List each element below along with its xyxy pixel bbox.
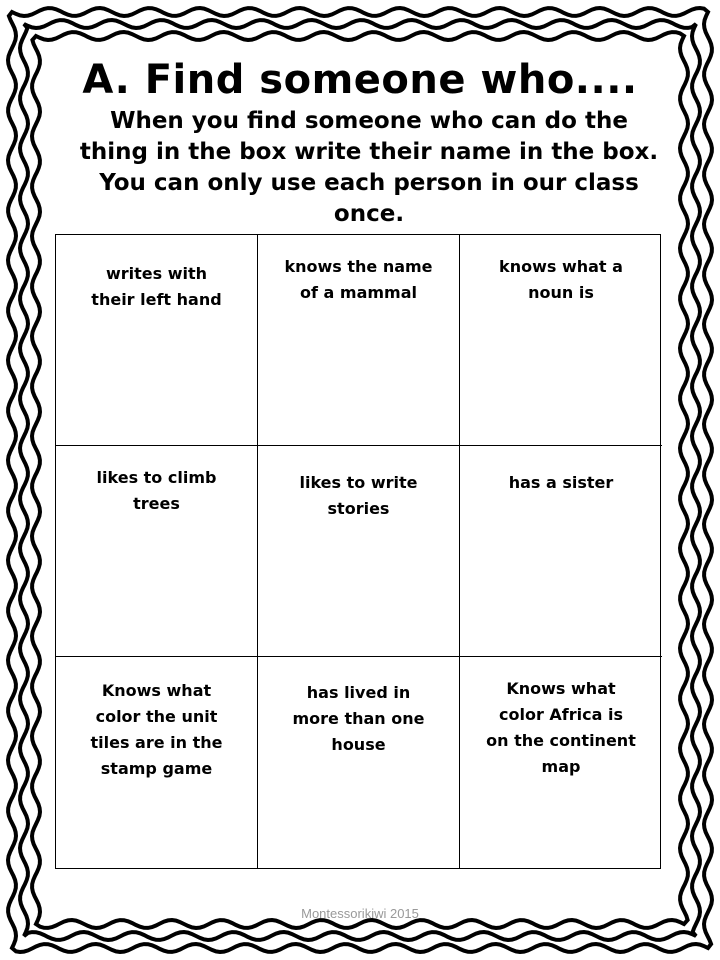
grid-cell[interactable] xyxy=(56,657,258,868)
worksheet-instructions: When you find someone who can do the thing in the box write their name in the box. You can only use each person in our class once. xyxy=(79,108,659,227)
cell-prompt: writes with their left hand xyxy=(91,264,222,309)
worksheet-title: A. Find someone who.... xyxy=(82,57,638,103)
grid-cell[interactable] xyxy=(460,446,662,657)
cell-prompt: has lived in more than one house xyxy=(292,683,425,754)
grid-cell[interactable] xyxy=(258,657,460,868)
grid-cell[interactable] xyxy=(258,235,460,446)
footer-credit: Montessorikiwi 2015 xyxy=(301,906,419,921)
cell-prompt: Knows what color Africa is on the continent map xyxy=(486,679,636,776)
find-someone-grid xyxy=(55,234,661,869)
grid-cell[interactable] xyxy=(258,446,460,657)
cell-prompt: likes to climb trees xyxy=(96,468,217,513)
grid-cell[interactable] xyxy=(56,235,258,446)
grid-cell[interactable] xyxy=(460,657,662,868)
cell-prompt: likes to write stories xyxy=(299,473,418,518)
cell-prompt: Knows what color the unit tiles are in the stamp game xyxy=(90,681,223,778)
grid-cell[interactable] xyxy=(460,235,662,446)
grid-cell[interactable] xyxy=(56,446,258,657)
cell-prompt: knows the name of a mammal xyxy=(284,257,433,302)
cell-prompt: knows what a noun is xyxy=(499,257,623,302)
cell-prompt: has a sister xyxy=(508,473,614,492)
